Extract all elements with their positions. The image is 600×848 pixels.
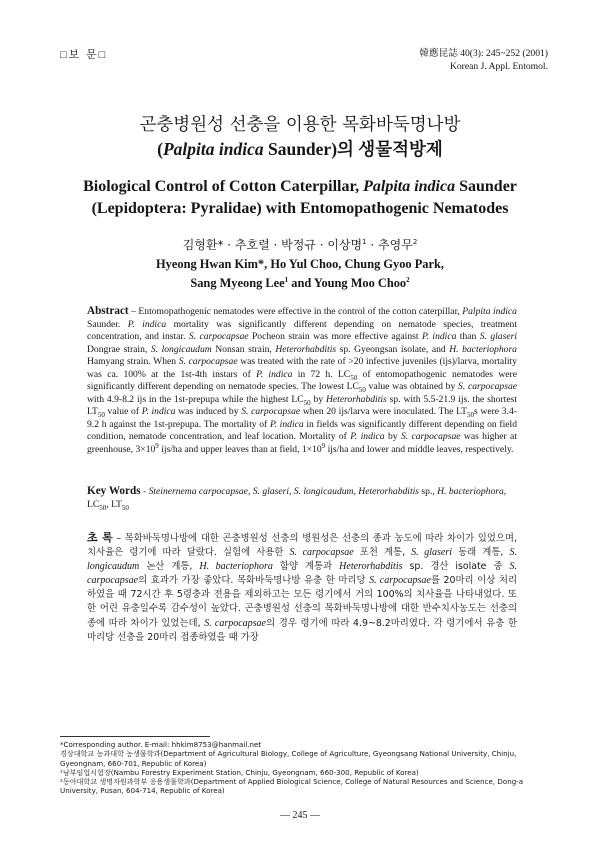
author-name: and Young Moo Choo [288,276,407,290]
affiliation-mark: 2 [406,275,410,284]
footnote-affiliation: 경상대학교 농과대학 농생물학과(Department of Agricultural Biology, College of Agriculture, Gyeongsang National University, Chinju, Gyeongnam, 660-701, Republic of Korea) [60,749,517,768]
author-name: Sang Myeong Lee [190,276,285,290]
authors-korean-names: 김형환* · 추호렬 · 박정규 · 이상명 [182,238,363,252]
keywords-paragraph: Key Words - Steinernema carpocapsae, S. glaseri, S. longicaudum, Heterorhabditis sp., H. bacteriophora, $LC_{50}$, $LT_{50}$ [87,485,507,512]
korean-title-species: Palpita indica [162,139,264,159]
affiliation-mark: 1 [284,275,289,284]
journal-volume: 韓應昆誌 40(3): 245~252 (2001) [419,48,548,59]
affiliation-mark: 1 [362,238,367,246]
english-title-post: Saunder [455,178,517,195]
korean-title-line1: 곤충병원성 선충을 이용한 목화바둑명나방 [139,115,461,135]
footnote-divider [60,736,210,737]
korean-title-line2: (Palpita indica Saunder)의 생물적방제 [157,139,443,159]
korean-title-line2-rest: Saunder)의 생물적방제 [263,139,443,159]
article-type-label: □보 문□ [60,49,108,61]
author-list [0,236,600,293]
english-title-species: Palpita indica [363,178,456,195]
korean-abstract-paragraph: 초 록 – 목화바둑명나방에 대한 곤충병원성 선충의 병원성은 선충의 종과 농도에 따라 차이가 있었으며, 치사율은 령기에 따라 달랐다. 실험에 사용한 S. carpocapsae 포천 계통, S. glaseri 동래 계통, S. longicaudum 논산 계통, H. bacteriophora 함양 계통과 Heterorhabditis sp. 경산 isolate 중 S. carpocapsae의 효과가 가장 좋았다. 목화바둑명나방 유충 한 마리당 S. carpocapsae를 20마리 이상 처리하였을 때 72시간 후 5령충과 전용을 제외하고는 모든 령기에서 거의 100%의 치사율을 나타내었다. 또한 어린 유충일수록 감수성이 높았다. 곤충병원성 선충의 목화바둑명나방에 대한 반수치사농도는 선충의 종에 따라 차이가 있었는데, S. carpocapsae의 경우 령기에 따라 4.9~8.2마리였다. 각 령기에서 유충 한 마리당 선충을 20마리 접종하였을 때 가장 [87,531,518,643]
english-title-line1 [0,176,600,198]
english-title [0,176,600,220]
footnote-corresponding: *Corresponding author. E-mail: hhkim8753@hanmail.net [60,740,262,749]
affiliation-mark: 2 [412,238,418,246]
journal-citation [419,47,548,73]
authors-english-line2 [0,274,600,293]
authors-korean [0,236,600,255]
authors-english-line1: Hyeong Hwan Kim*, Ho Yul Choo, Chung Gyoo Park, [156,257,444,271]
english-title-pre: Biological Control of Cotton Caterpillar, [83,178,364,195]
footnote-affiliation: ¹남부임업시험장(Nambu Forestry Experiment Station, Chinju, Gyeongnam, 660-300, Republic of Korea) [60,767,419,777]
english-title-line2: (Lepidoptera: Pyralidae) with Entomopathogenic Nematodes [91,200,509,217]
korean-title [0,113,600,161]
footnote-affiliation: ²동아대학교 생명자원과학부 응용생물학과(Department of Applied Biological Science, College of Natural Resources and Science, Dong-a University, Pusan, 604-714, Republic of Korea) [60,777,524,796]
authors-korean-last: · 추영무 [366,238,413,252]
journal-name-en: Korean J. Appl. Entomol. [449,61,548,72]
footnotes [60,740,546,796]
abstract-paragraph: Abstract – Entomopathogenic nematodes were effective in the control of the cotton caterpillar, Palpita indica Saunder. P. indica mortality was significantly different depending on nematode species, treatment concentration, and instar. S. carpocapsae Pocheon strain was more effective against P. indica than S. glaseri Dongrae strain, S. longicaudum Nonsan strain, Heterorhabditis sp. Gyeongsan isolate, and H. bacteriophora Hamyang strain. When S. carpocapsae was treated with the rate of >20 infective juveniles (ijs)/larva, mortality was ca. 100% at the 1st-4th instars of P. indica in 72 h. $LC_{50}$ of entomopathogenic nematodes were significantly different depending on nematode species. The lowest $LC_{50}$ value was obtained by S. carpocapsae with 4.9-8.2 ijs in the 1st-prepupa while the highest $LC_{50}$ by Heterorhabditis sp. with 5.5-21.9 ijs. the shortest $LT_{50}$ value of P. indica was induced by S. carpocapsae when 20 ijs/larva were inoculated. The $LT_{50}s$ were 3.4-9.2 h against the 1st-prepupa. The mortality of P. indica in fields was significantly different depending on field condition, nematode concentration, and leaf location. Mortality of P. indica by S. carpocapsae was higher at greenhouse, $3\times 10^9$ ijs/ha and upper leaves than at field, $1\times 10^9$ ijs/ha and lower and middle leaves, respectively. [87,305,517,456]
korean-abstract-label: 초 록 [87,531,113,544]
page-number: — 245 — [280,810,320,821]
keywords-label: Key Words [87,485,141,497]
abstract-label: Abstract [87,305,129,317]
